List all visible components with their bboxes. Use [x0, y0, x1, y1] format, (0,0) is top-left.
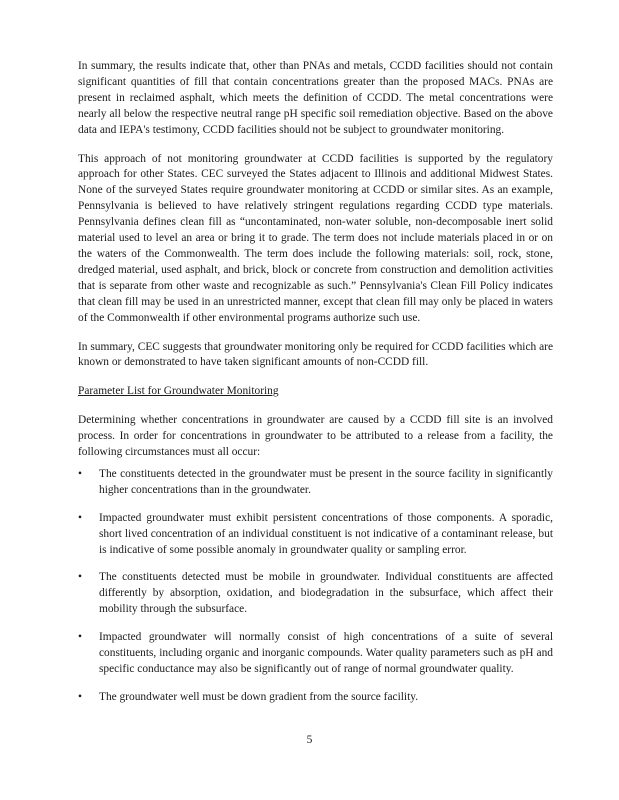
document-page — [78, 59, 553, 718]
paragraph-summary-suggestion: In summary, CEC suggests that groundwater monitoring only be required for CCDD facilities which are known or demonstrated to have taken significant amounts of non-CCDD fill. — [78, 340, 553, 369]
paragraph-summary-results: In summary, the results indicate that, other than PNAs and metals, CCDD facilities should not contain significant quantities of fill that contain concentrations greater than the proposed MACs. PNAs are present in reclaimed asphalt, which meets the definition of CCDD. The metal concentrations were nearly all below the respective neutral range pH specific soil remediation objective. Based on the above data and IEPA's testimony, CCDD facilities should not be subject to groundwater monitoring. — [78, 60, 553, 136]
section-heading: Parameter List for Groundwater Monitoring — [78, 385, 279, 398]
list-item — [78, 467, 553, 499]
list-item — [78, 511, 553, 559]
bullet-icon: • — [78, 690, 82, 703]
list-item — [78, 690, 553, 706]
list-item-text: The groundwater well must be down gradient from the source facility. — [99, 690, 419, 703]
list-item-text: Impacted groundwater will normally consist of high concentrations of a suite of several constituents, including organic and inorganic compounds. Water quality parameters such as pH and specific conductance may also be significantly out of range of normal groundwater quality. — [99, 631, 553, 675]
list-item — [78, 570, 553, 618]
paragraph-regulatory-approach: This approach of not monitoring groundwater at CCDD facilities is supported by the regulatory approach for other States. CEC surveyed the States adjacent to Illinois and additional Midwest States. None of the surveyed States require groundwater monitoring at CCDD or similar sites. As an example, Pennsylvania is believed to have relatively stringent regulations regarding CCDD type materials. Pennsylvania defines clean fill as “uncontaminated, non-water soluble, non-decomposable inert solid material used to level an area or bring it to grade. The term does not include materials placed in or on the waters of the Commonwealth. The term does include the following materials: soil, rock, stone, dredged material, used asphalt, and brick, block or concrete from construction and demolition activities that is separate from other waste and recognizable as such.” Pennsylvania's Clean Fill Policy indicates that clean fill may be used in an unrestricted manner, except that clean fill may only be placed in waters of the Commonwealth if other environmental programs authorize such use. — [78, 152, 553, 324]
paragraph-determining-concentrations: Determining whether concentrations in groundwater are caused by a CCDD fill site is an involved process. In order for concentrations in groundwater to be attributed to a release from a facility, the following circumstances must all occur: — [78, 414, 553, 459]
bullet-icon: • — [78, 571, 82, 584]
circumstances-list — [78, 467, 553, 706]
list-item-text: Impacted groundwater must exhibit persistent concentrations of those components. A sporadic, short lived concentration of an individual constituent is not indicative of a contaminant release, but is indicative of some possible anomaly in groundwater quality or sampling error. — [99, 511, 553, 556]
bullet-icon: • — [78, 467, 82, 480]
list-item-text: The constituents detected in the groundwater must be present in the source facility in significantly higher concentrations than in the groundwater. — [99, 467, 553, 496]
bullet-icon: • — [78, 511, 82, 524]
list-item-text: The constituents detected must be mobile in groundwater. Individual constituents are affected differently by absorption, oxidation, and biodegradation in the subsurface, which affect their mobility through the subsurface. — [99, 571, 553, 616]
list-item — [78, 630, 553, 678]
bullet-icon: • — [78, 631, 82, 644]
page-number: 5 — [306, 734, 313, 746]
